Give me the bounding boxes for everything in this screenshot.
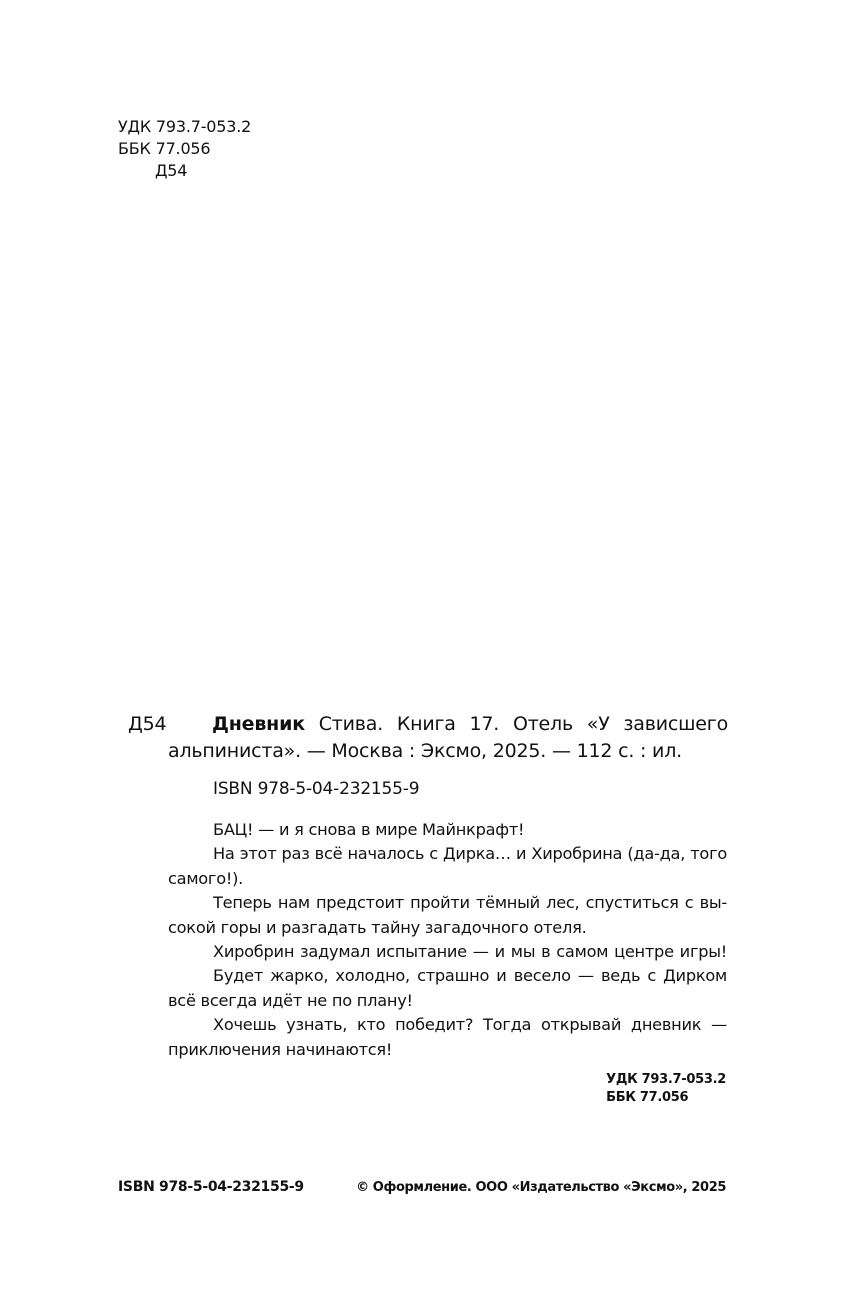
annotation-line: Хочешь узнать, кто победит? Тогда открывай дневник — [213,1015,727,1035]
annotation-line: приключения начинаются! [168,1039,393,1059]
classification-codes-bold [606,1071,726,1107]
author-mark: Д54 [155,161,188,180]
annotation-line: Теперь нам предстоит пройти тёмный лес, спуститься с вы- [213,893,727,913]
footer-isbn: ISBN 978-5-04-232155-9 [118,1179,304,1195]
classification-codes-top [118,116,251,182]
book-title-rest: Стива. Книга 17. Отель «У зависшего [318,713,728,735]
entry-isbn: ISBN 978-5-04-232155-9 [213,779,420,799]
footer-copyright: © Оформление. ООО «Издательство «Эксмо», 2025 [356,1180,726,1195]
bib-line-1 [168,711,728,738]
bibliographic-entry [128,711,728,765]
annotation-line: Будет жарко, холодно, страшно и весело — ведь с Дирком [213,966,727,986]
annotation-line: Хиробрин задумал испытание — и мы в самом центре игры! [213,942,727,961]
bib-line-2: альпиниста». — Москва : Эксмо, 2025. — 112 с. : ил. [168,740,682,762]
entry-author-mark: Д54 [128,713,167,735]
annotation-line: самого!). [168,868,244,888]
bbk-code-bold: ББК 77.056 [606,1090,689,1105]
bibliographic-description [128,711,728,765]
udk-code: УДК 793.7-053.2 [118,117,252,136]
annotation [168,818,727,1062]
annotation-line: всё всегда идёт не по плану! [168,990,413,1010]
annotation-line: БАЦ! — и я снова в мире Майнкрафт! [213,820,525,839]
annotation-line: сокой горы и разгадать тайну загадочного отеля. [168,917,587,937]
annotation-line: На этот раз всё началось с Дирка… и Хиробрина (да-да, того [213,844,727,864]
book-title-bold: Дневник [212,713,305,735]
udk-code-bold: УДК 793.7-053.2 [606,1072,726,1087]
bbk-code: ББК 77.056 [118,139,211,158]
